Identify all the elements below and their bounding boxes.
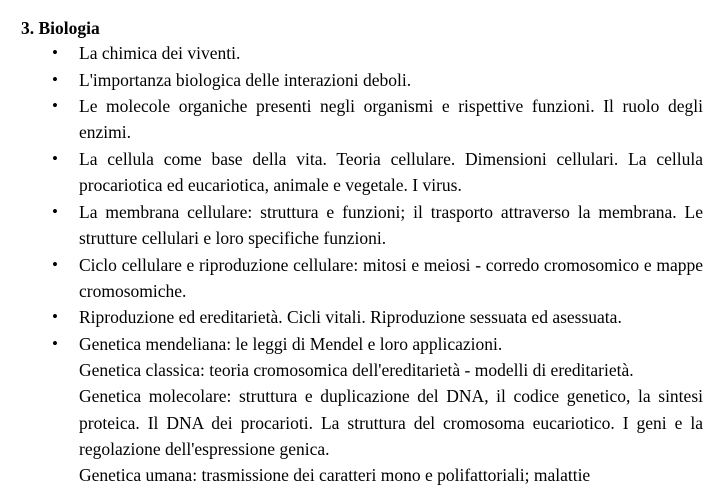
list-item xyxy=(0,40,703,66)
bullet-icon: • xyxy=(52,333,58,353)
list-item-subparagraph: Genetica umana: trasmissione dei caratteri mono e polifattoriali; malattie xyxy=(79,464,591,485)
list-item-text: Ciclo cellulare e riproduzione cellulare: mitosi e meiosi - corredo cromosomico e mappe cromosomiche. xyxy=(79,254,703,301)
list-item xyxy=(0,199,703,251)
bullet-icon: • xyxy=(52,254,58,274)
list-item-subparagraph: Genetica classica: teoria cromosomica dell'ereditarietà - modelli di ereditarietà. xyxy=(79,360,634,381)
list-item xyxy=(0,331,703,488)
list-item xyxy=(0,304,703,330)
list-item-text: L'importanza biologica delle interazioni deboli. xyxy=(79,69,412,90)
bullet-icon: • xyxy=(52,307,58,327)
list-item-subparagraph: Genetica molecolare: struttura e duplicazione del DNA, il codice genetico, la sintesi proteica. Il DNA dei procarioti. La struttura del cromosoma eucariotico. I geni e la regolazione dell'espressione genica. xyxy=(79,386,703,459)
list-item xyxy=(0,252,703,304)
bullet-icon: • xyxy=(52,201,58,221)
topic-list xyxy=(0,40,725,489)
list-item-text: Genetica mendeliana: le leggi di Mendel e loro applicazioni. xyxy=(79,333,503,354)
list-item-text: Riproduzione ed ereditarietà. Cicli vitali. Riproduzione sessuata ed asessuata. xyxy=(79,307,622,328)
list-item xyxy=(0,67,703,93)
bullet-icon: • xyxy=(52,96,58,116)
list-item-text: La chimica dei viventi. xyxy=(79,43,241,63)
list-item-text: La membrana cellulare: struttura e funzioni; il trasporto attraverso la membrana. Le strutture cellulari e loro specifiche funzioni. xyxy=(79,201,703,248)
bullet-icon: • xyxy=(52,148,58,168)
list-item xyxy=(0,146,703,198)
list-item-text: La cellula come base della vita. Teoria cellulare. Dimensioni cellulari. La cellula procariotica ed eucariotica, animale e vegetale. I virus. xyxy=(79,148,703,196)
section-title: 3. Biologia xyxy=(21,18,100,38)
bullet-icon: • xyxy=(52,43,58,62)
list-item xyxy=(0,93,703,145)
bullet-icon: • xyxy=(52,69,58,89)
list-item-text: Le molecole organiche presenti negli organismi e rispettive funzioni. Il ruolo degli enzimi. xyxy=(79,96,703,143)
